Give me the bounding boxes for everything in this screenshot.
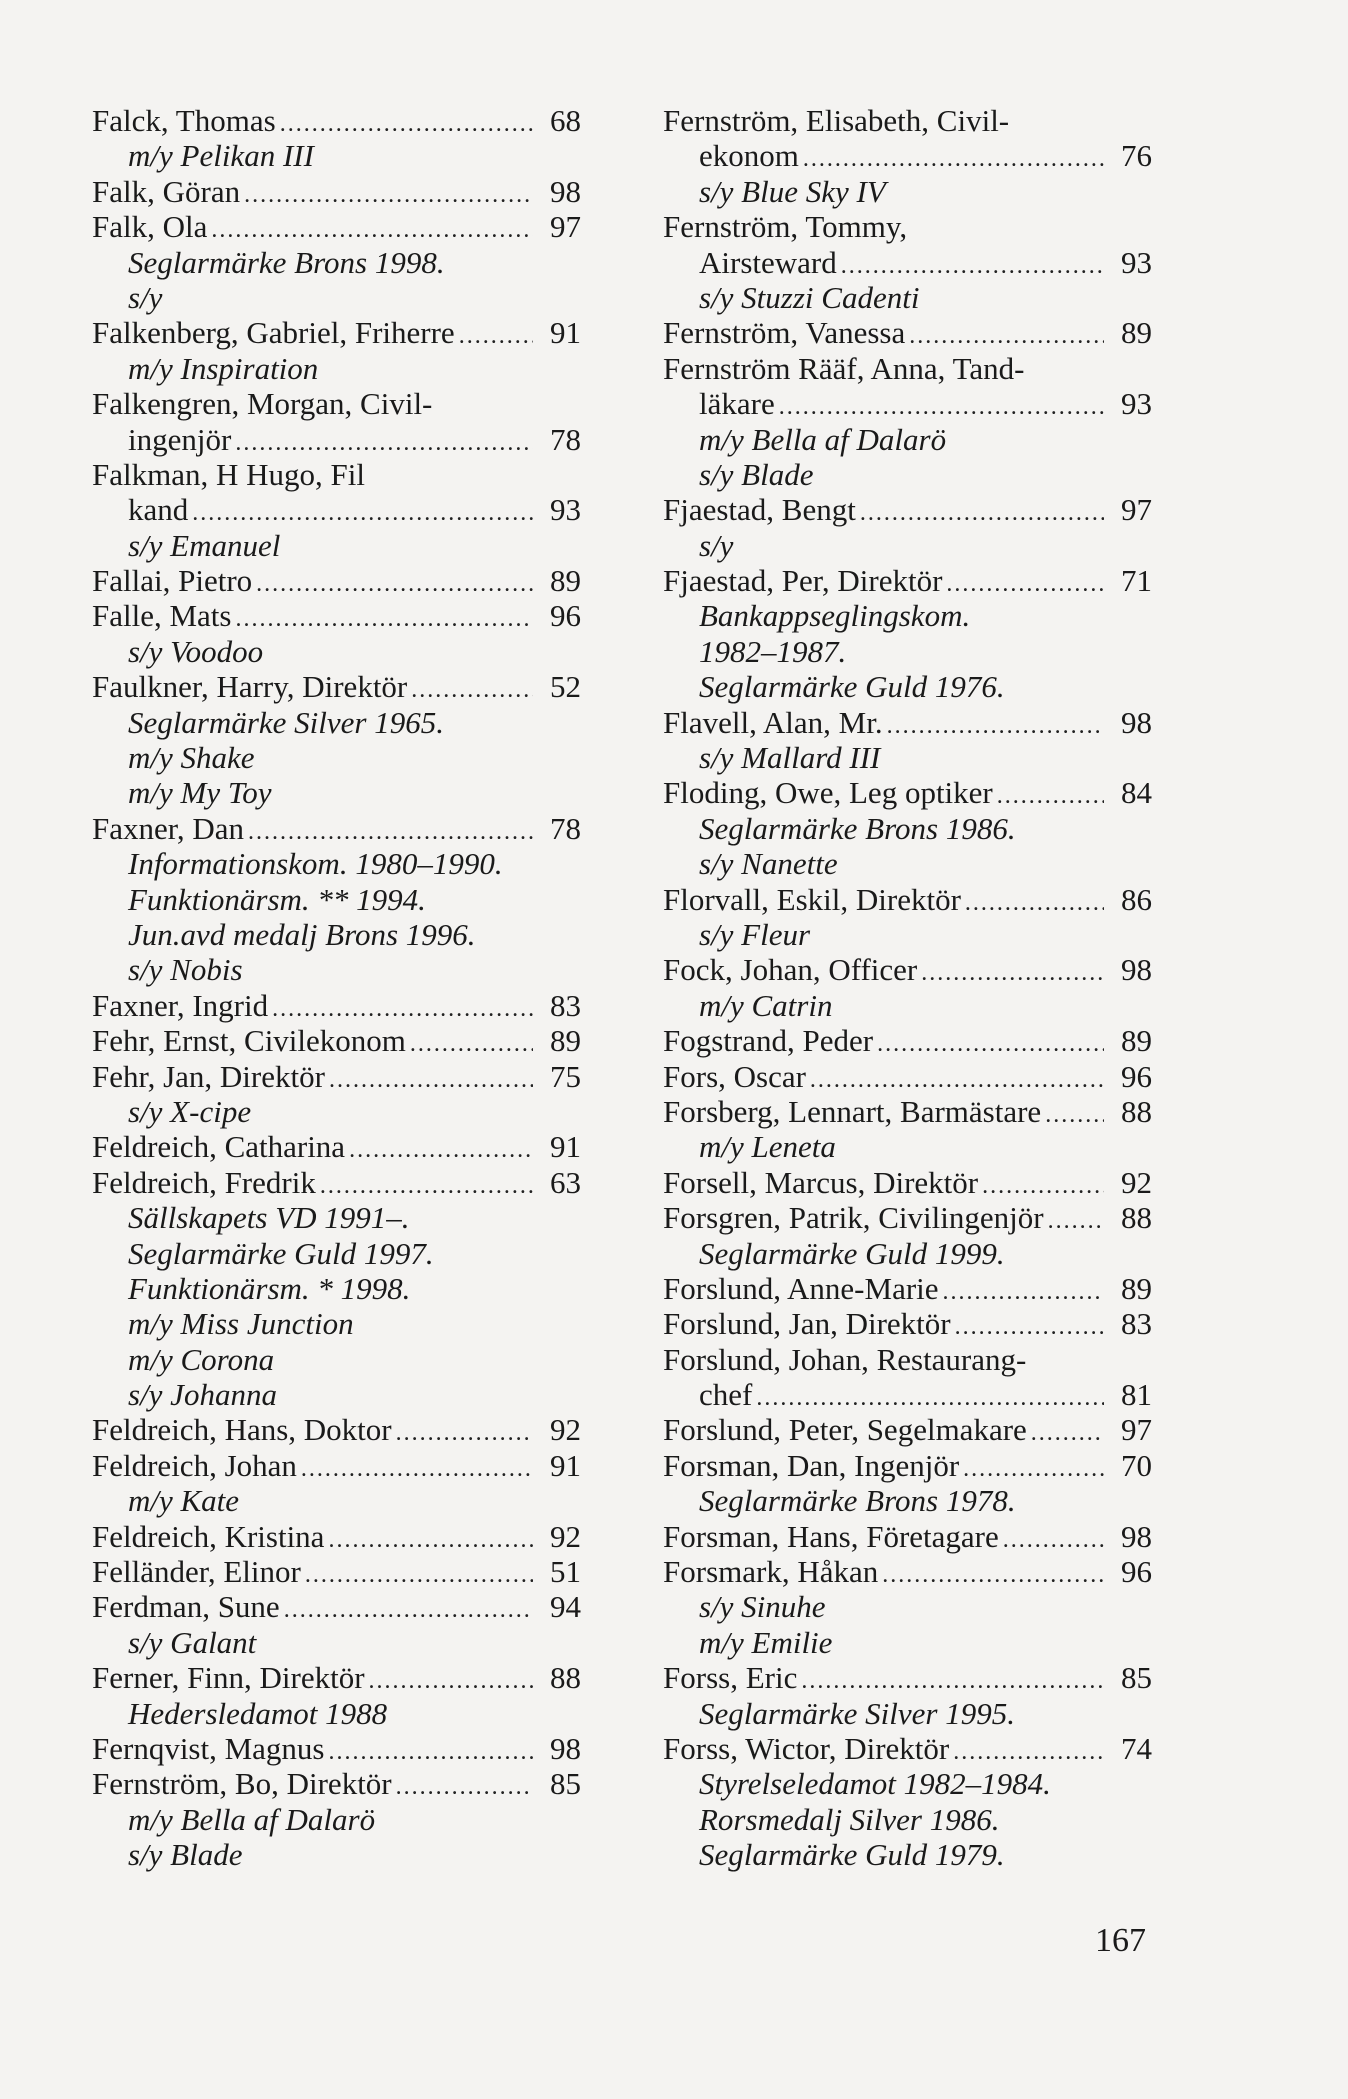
entry-page-number: 88 [1121,1093,1152,1129]
index-entry [663,775,1152,810]
dot-leader [803,142,1104,177]
entry-name: Fogstrand, Peder [663,1023,874,1059]
entry-page-number: 88 [550,1660,581,1696]
entry-page-number: 76 [1121,138,1152,174]
entry-note: m/y Catrin [699,987,833,1023]
entry-name: Floding, Owe, Leg optiker [663,775,993,811]
index-entry [663,705,1152,740]
entry-note: Hedersledamot 1988 [128,1695,388,1731]
entry-page-number: 91 [550,315,581,351]
dot-leader [256,567,533,602]
entry-name: Forss, Eric [663,1660,798,1696]
dot-leader [997,779,1104,814]
entry-name: Feldreich, Catharina [92,1129,346,1165]
index-entry [663,952,1152,987]
index-entry [663,1059,1152,1094]
entry-page-number: 96 [1121,1058,1152,1094]
entry-page-number: 70 [1121,1447,1152,1483]
entry-name: Feldreich, Hans, Doktor [92,1412,392,1448]
entry-note: s/y Stuzzi Cadenti [699,279,920,315]
entry-note: s/y Johanna [128,1377,277,1413]
entry-page-number: 89 [1121,1270,1152,1306]
entry-name: Feldreich, Johan [92,1447,297,1483]
index-entry [92,1023,581,1058]
entry-page-number: 98 [550,1730,581,1766]
entry-note: m/y Leneta [699,1129,836,1165]
entry-page-number: 88 [1121,1200,1152,1236]
index-entry [92,1412,581,1447]
entry-note: Seglarmärke Brons 1978. [699,1483,1016,1519]
entry-page-number: 93 [550,492,581,528]
dot-leader [801,1664,1104,1699]
dot-leader [860,496,1104,531]
dot-leader [1045,1098,1104,1133]
entry-note: s/y Nobis [128,952,243,988]
entry-name: Forsberg, Lennart, Barmästare [663,1093,1042,1129]
index-entry [663,1660,1152,1695]
index-entry [92,103,581,138]
entry-name: Ferner, Finn, Direktör [92,1660,365,1696]
entry-name: Falk, Ola [92,209,208,245]
entry-name-line: Fernström, Tommy, [663,209,908,245]
entry-name-line: Falkman, H Hugo, Fil [92,456,365,492]
index-entry [92,209,581,244]
index-entry [92,1589,581,1624]
entry-name-line: Falkengren, Morgan, Civil- [92,386,433,422]
entry-note: Seglarmärke Silver 1965. [128,704,444,740]
entry-note: m/y Shake [128,740,255,776]
dot-leader [192,496,533,531]
index-entry [92,315,581,350]
entry-note: Seglarmärke Guld 1997. [128,1235,434,1271]
entry-note: Seglarmärke Guld 1999. [699,1235,1005,1271]
entry-note: s/y Blue Sky IV [699,173,886,209]
entry-name-line: Fernström, Elisabeth, Civil- [663,103,1010,138]
entry-name: Forsman, Hans, Företagare [663,1518,999,1554]
index-entry [92,598,581,633]
index-entry [92,174,581,209]
entry-page-number: 98 [550,173,581,209]
dot-leader [779,390,1104,425]
dot-leader [459,319,533,354]
entry-note: s/y [128,279,163,315]
dot-leader [320,1169,533,1204]
entry-note: m/y Kate [128,1483,240,1519]
index-entry [663,492,1152,527]
dot-leader [1031,1416,1104,1451]
entry-page-number: 92 [550,1518,581,1554]
entry-name: Faxner, Dan [92,810,244,846]
entry-name: Falkenberg, Gabriel, Friherre [92,315,455,351]
entry-name: Florvall, Eskil, Direktör [663,881,961,917]
entry-page-number: 71 [1121,563,1152,599]
entry-note: m/y Miss Junction [128,1306,354,1342]
entry-note: s/y Blade [699,456,814,492]
entry-page-number: 78 [550,810,581,846]
index-entry [663,1731,1152,1766]
entry-page-number: 75 [550,1058,581,1094]
entry-note: m/y Corona [128,1341,275,1377]
dot-leader [235,426,533,461]
index-entry [92,1660,581,1695]
index-entry [663,315,1152,350]
dot-leader [841,249,1104,284]
entry-note: Seglarmärke Brons 1998. [128,244,445,280]
entry-page-number: 91 [550,1129,581,1165]
index-entry [92,492,581,527]
entry-name: Fallai, Pietro [92,563,253,599]
index-entry [92,563,581,598]
dot-leader [411,673,533,708]
entry-name: läkare [699,386,775,422]
entry-note: s/y Emanuel [128,527,281,563]
entry-name: Fehr, Ernst, Civilekonom [92,1023,406,1059]
index-entry [92,811,581,846]
entry-name: Fors, Oscar [663,1058,806,1094]
entry-name: Fock, Johan, Officer [663,952,918,988]
entry-page-number: 89 [550,563,581,599]
dot-leader [305,1558,533,1593]
entry-note: Jun.avd medalj Brons 1996. [128,916,476,952]
index-entry [92,1165,581,1200]
dot-leader [272,992,533,1027]
entry-note: Funktionärsm. ** 1994. [128,881,426,917]
dot-leader [369,1664,533,1699]
entry-name: Fehr, Jan, Direktör [92,1058,325,1094]
entry-note: s/y Sinuhe [699,1589,826,1625]
dot-leader [982,1169,1104,1204]
entry-note: s/y X-cipe [128,1093,252,1129]
entry-note: s/y Fleur [699,916,811,952]
index-entry [92,1059,581,1094]
entry-page-number: 89 [1121,1023,1152,1059]
entry-note: Seglarmärke Guld 1976. [699,669,1005,705]
dot-leader [280,107,533,142]
entry-page-number: 74 [1121,1730,1152,1766]
entry-note: Bankappseglingskom. [699,598,971,634]
entry-name: Fjaestad, Bengt [663,492,856,528]
entry-name: Forss, Wictor, Direktör [663,1730,950,1766]
index-entry [663,1094,1152,1129]
dot-leader [301,1452,533,1487]
index-column-right [663,103,1152,1873]
entry-page-number: 98 [1121,952,1152,988]
dot-leader [328,1523,533,1558]
entry-page-number: 93 [1121,244,1152,280]
entry-page-number: 89 [1121,315,1152,351]
entry-name: Forsman, Dan, Ingenjör [663,1447,960,1483]
entry-page-number: 68 [550,103,581,138]
index-entry [663,563,1152,598]
index-column-left [92,103,581,1873]
dot-leader [236,602,534,637]
index-entry [92,1129,581,1164]
entry-page-number: 97 [1121,1412,1152,1448]
index-entry [663,1377,1152,1412]
entry-page-number: 98 [1121,1518,1152,1554]
entry-page-number: 92 [550,1412,581,1448]
entry-page-number: 89 [550,1023,581,1059]
dot-leader [349,1133,533,1168]
index-entry [92,988,581,1023]
dot-leader [810,1063,1104,1098]
entry-note: Sällskapets VD 1991–. [128,1200,410,1236]
entry-name: Fernström, Vanessa [663,315,906,351]
entry-page-number: 91 [550,1447,581,1483]
entry-name: Faxner, Ingrid [92,987,269,1023]
entry-page-number: 83 [550,987,581,1023]
entry-note: s/y Mallard III [699,740,881,776]
entry-name: Falk, Göran [92,173,241,209]
entry-name: Fjaestad, Per, Direktör [663,563,943,599]
index-entry [663,1554,1152,1589]
entry-note: Funktionärsm. * 1998. [128,1270,411,1306]
entry-page-number: 63 [550,1164,581,1200]
index-entry [663,1412,1152,1447]
dot-leader [211,213,533,248]
index-entry [663,386,1152,421]
entry-name: Feldreich, Kristina [92,1518,325,1554]
index-entry [663,1306,1152,1341]
index-entry [92,1448,581,1483]
entry-name: Flavell, Alan, Mr. [663,704,883,740]
dot-leader [329,1063,533,1098]
entry-name-line: Forslund, Johan, Restaurang- [663,1341,1027,1377]
entry-page-number: 98 [1121,704,1152,740]
entry-page-number: 84 [1121,775,1152,811]
entry-note: m/y My Toy [128,775,272,811]
entry-note: s/y Voodoo [128,633,264,669]
entry-page-number: 92 [1121,1164,1152,1200]
entry-note: Seglarmärke Silver 1995. [699,1695,1015,1731]
dot-leader [329,1735,534,1770]
index-entry [92,1519,581,1554]
dot-leader [248,815,533,850]
entry-name: ingenjör [128,421,232,457]
entry-page-number: 52 [550,669,581,705]
entry-name: Forsgren, Patrik, Civilingenjör [663,1200,1044,1236]
entry-note: m/y Bella af Dalarö [128,1801,376,1837]
entry-note: m/y Bella af Dalarö [699,421,947,457]
dot-leader [410,1027,533,1062]
entry-page-number: 96 [550,598,581,634]
entry-page-number: 97 [1121,492,1152,528]
dot-leader [965,886,1104,921]
entry-page-number: 94 [550,1589,581,1625]
dot-leader [284,1593,533,1628]
dot-leader [946,567,1104,602]
entry-name: kand [128,492,189,528]
entry-name: Felländer, Elinor [92,1554,301,1590]
entry-name: Ferdman, Sune [92,1589,280,1625]
dot-leader [244,178,533,213]
entry-note: s/y Blade [128,1837,243,1873]
entry-name: Forslund, Peter, Segelmakare [663,1412,1027,1448]
index-entry [663,1448,1152,1483]
entry-note: Rorsmedalj Silver 1986. [699,1801,1000,1837]
entry-note: s/y Galant [128,1624,257,1660]
entry-page-number: 97 [550,209,581,245]
entry-page-number: 51 [550,1554,581,1590]
index-entry [663,1023,1152,1058]
index-entry [663,138,1152,173]
entry-page-number: 85 [1121,1660,1152,1696]
page-number: 167 [1095,1922,1146,1959]
index-entry [92,1766,581,1801]
entry-page-number: 85 [550,1766,581,1802]
entry-page-number: 81 [1121,1377,1152,1413]
index-entry [663,882,1152,917]
dot-leader [877,1027,1104,1062]
entry-name: chef [699,1377,753,1413]
dot-leader [963,1452,1104,1487]
entry-name: Forslund, Anne-Marie [663,1270,939,1306]
entry-name: Faulkner, Harry, Direktör [92,669,408,705]
index-entry [663,1165,1152,1200]
entry-page-number: 78 [550,421,581,457]
index-entry [92,1554,581,1589]
entry-note: Seglarmärke Brons 1986. [699,810,1016,846]
index-entry [663,1519,1152,1554]
entry-name: ekonom [699,138,799,174]
dot-leader [921,956,1104,991]
entry-note: m/y Pelikan III [128,138,314,174]
dot-leader [887,709,1104,744]
entry-name: Airsteward [699,244,837,280]
index-entry [663,1200,1152,1235]
entry-name: Falle, Mats [92,598,232,634]
entry-note: s/y Nanette [699,846,838,882]
entry-name-line: Fernström Rääf, Anna, Tand- [663,350,1025,386]
entry-note: m/y Inspiration [128,350,319,386]
entry-note: s/y [699,527,734,563]
index-entry [92,422,581,457]
index-entry [92,669,581,704]
entry-name: Forsmark, Håkan [663,1554,879,1590]
dot-leader [943,1275,1104,1310]
entry-name: Forslund, Jan, Direktör [663,1306,951,1342]
dot-leader [1048,1204,1104,1239]
index-entry [92,1731,581,1766]
dot-leader [396,1416,533,1451]
dot-leader [909,319,1104,354]
entry-name: Fernqvist, Magnus [92,1730,325,1766]
dot-leader [756,1381,1104,1416]
dot-leader [1003,1523,1104,1558]
entry-page-number: 83 [1121,1306,1152,1342]
entry-note: m/y Emilie [699,1624,833,1660]
entry-name: Fernström, Bo, Direktör [92,1766,392,1802]
entry-page-number: 96 [1121,1554,1152,1590]
dot-leader [953,1735,1104,1770]
entry-name: Forsell, Marcus, Direktör [663,1164,979,1200]
entry-page-number: 86 [1121,881,1152,917]
entry-note: 1982–1987. [699,633,847,669]
entry-name: Falck, Thomas [92,103,276,138]
entry-note: Styrelseledamot 1982–1984. [699,1766,1051,1802]
dot-leader [396,1770,533,1805]
entry-name: Feldreich, Fredrik [92,1164,316,1200]
index-entry [663,245,1152,280]
entry-page-number: 93 [1121,386,1152,422]
entry-note: Informationskom. 1980–1990. [128,846,503,882]
dot-leader [882,1558,1104,1593]
entry-note: Seglarmärke Guld 1979. [699,1837,1005,1873]
index-entry [663,1271,1152,1306]
dot-leader [955,1310,1104,1345]
